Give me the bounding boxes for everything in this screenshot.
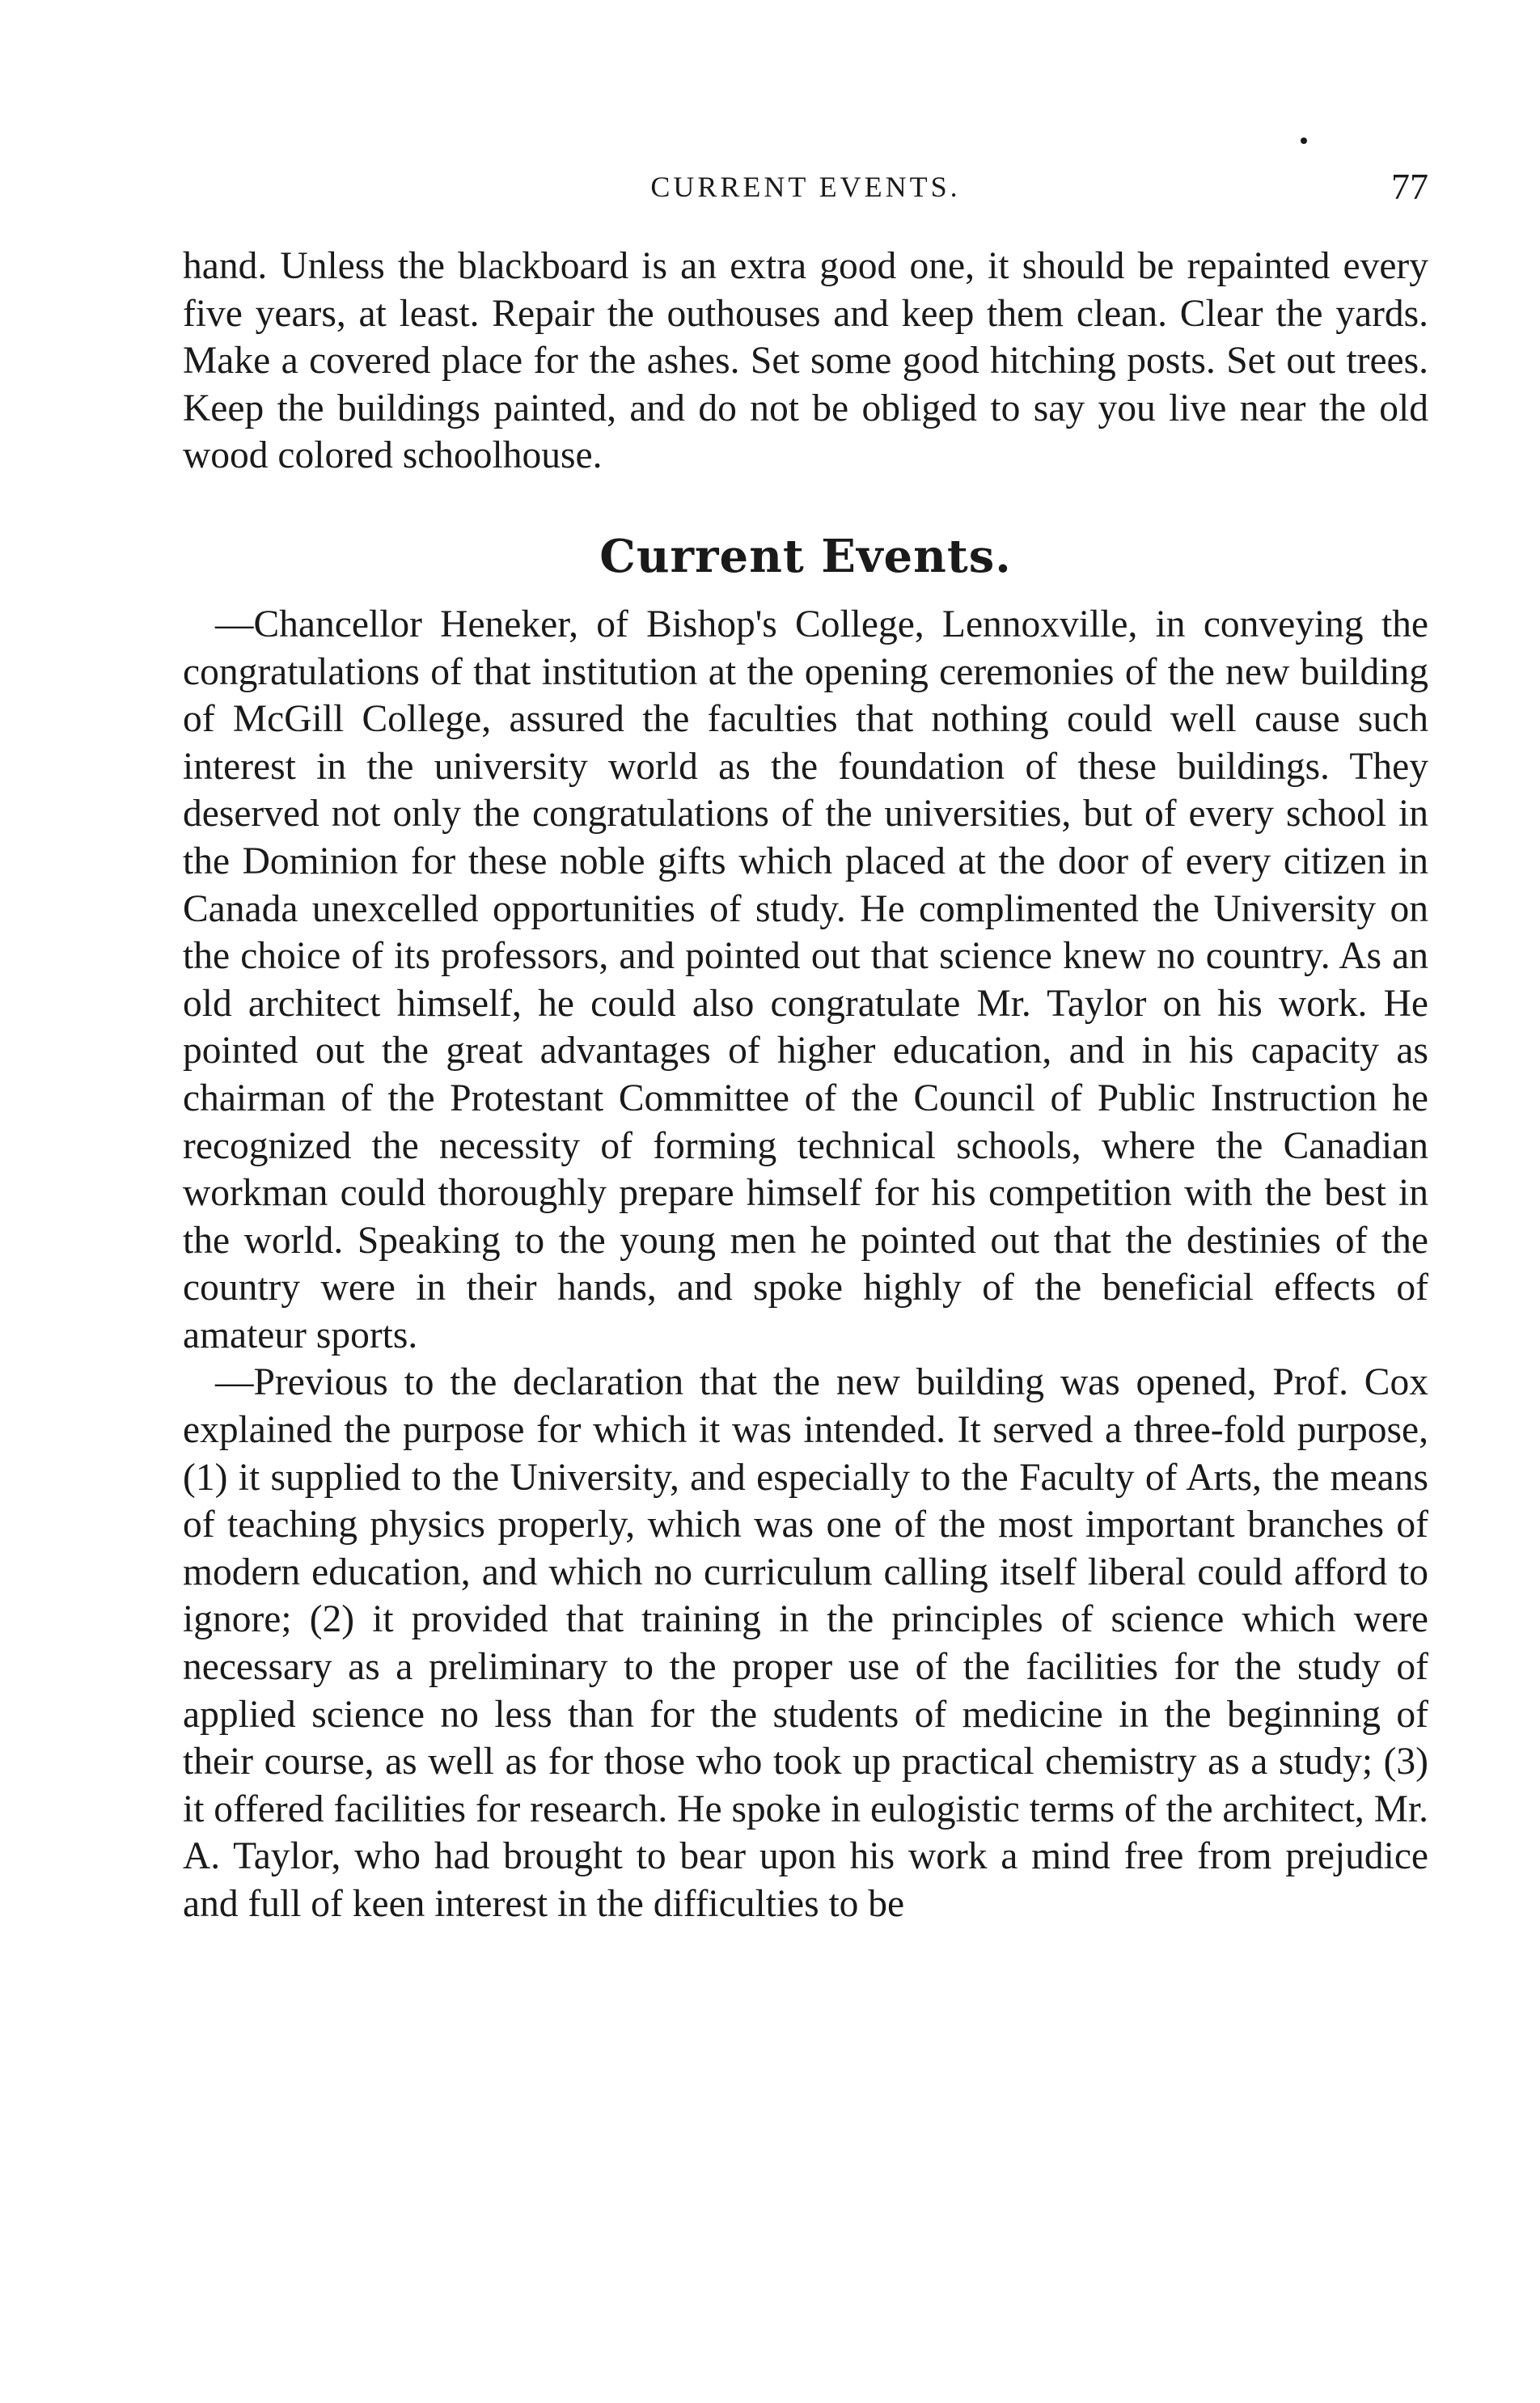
- book-page: [183, 121, 1428, 2370]
- continuation-paragraph: hand. Unless the blackboard is an extra good one, it should be repainted every five years, at least. Repair the outhouses and keep them clean. Clear the yards. Make a covered place for the ashes. Set some good hitching posts. Set out trees. Keep the buildings painted, and do not be obliged to say you live near the old wood colored schoolhouse.: [183, 245, 1428, 477]
- page-number: 77: [1391, 166, 1428, 207]
- running-title: CURRENT EVENTS.: [650, 171, 961, 203]
- section-heading: Current Events.: [599, 529, 1012, 583]
- paragraph-chancellor-heneker: —Chancellor Heneker, of Bishop's College, Lennoxville, in conveying the congratulations of that institution at the opening ceremonies of the new building of McGill College, assured the faculties that nothing could well cause such interest in the university world as the foundation of these buildings. They deserved not only the congratulations of the universities, but of every school in the Dominion for these noble gifts which placed at the door of every citizen in Canada unexcelled opportunities of study. He complimented the University on the choice of its professors, and pointed out that science knew no country. As an old architect himself, he could also congratulate Mr. Taylor on his work. He pointed out the great advantages of higher education, and in his capacity as chairman of the Protestant Committee of the Council of Public Instruction he recognized the necessity of forming technical schools, where the Canadian workman could thoroughly prepare himself for his competition with the best in the world. Speaking to the young men he pointed out that the destinies of the country were in their hands, and spoke highly of the beneficial effects of amateur sports.: [183, 603, 1428, 1356]
- running-head: [183, 166, 1428, 226]
- paragraph-prof-cox: —Previous to the declaration that the new building was opened, Prof. Cox explained the purpose for which it was intended. It served a three-fold purpose, (1) it supplied to the University, and especially to the Faculty of Arts, the means of teaching physics properly, which was one of the most important branches of modern education, and which no curriculum calling itself liberal could afford to ignore; (2) it provided that training in the principles of science which were necessary as a preliminary to the proper use of the facilities for the study of applied science no less than for the students of medicine in the beginning of their course, as well as for those who took up practical chemistry as a study; (3) it offered facilities for research. He spoke in eulogistic terms of the architect, Mr. A. Taylor, who had brought to bear upon his work a mind free from prejudice and full of keen interest in the difficulties to be: [183, 1361, 1428, 1925]
- ink-dot: [1301, 137, 1307, 144]
